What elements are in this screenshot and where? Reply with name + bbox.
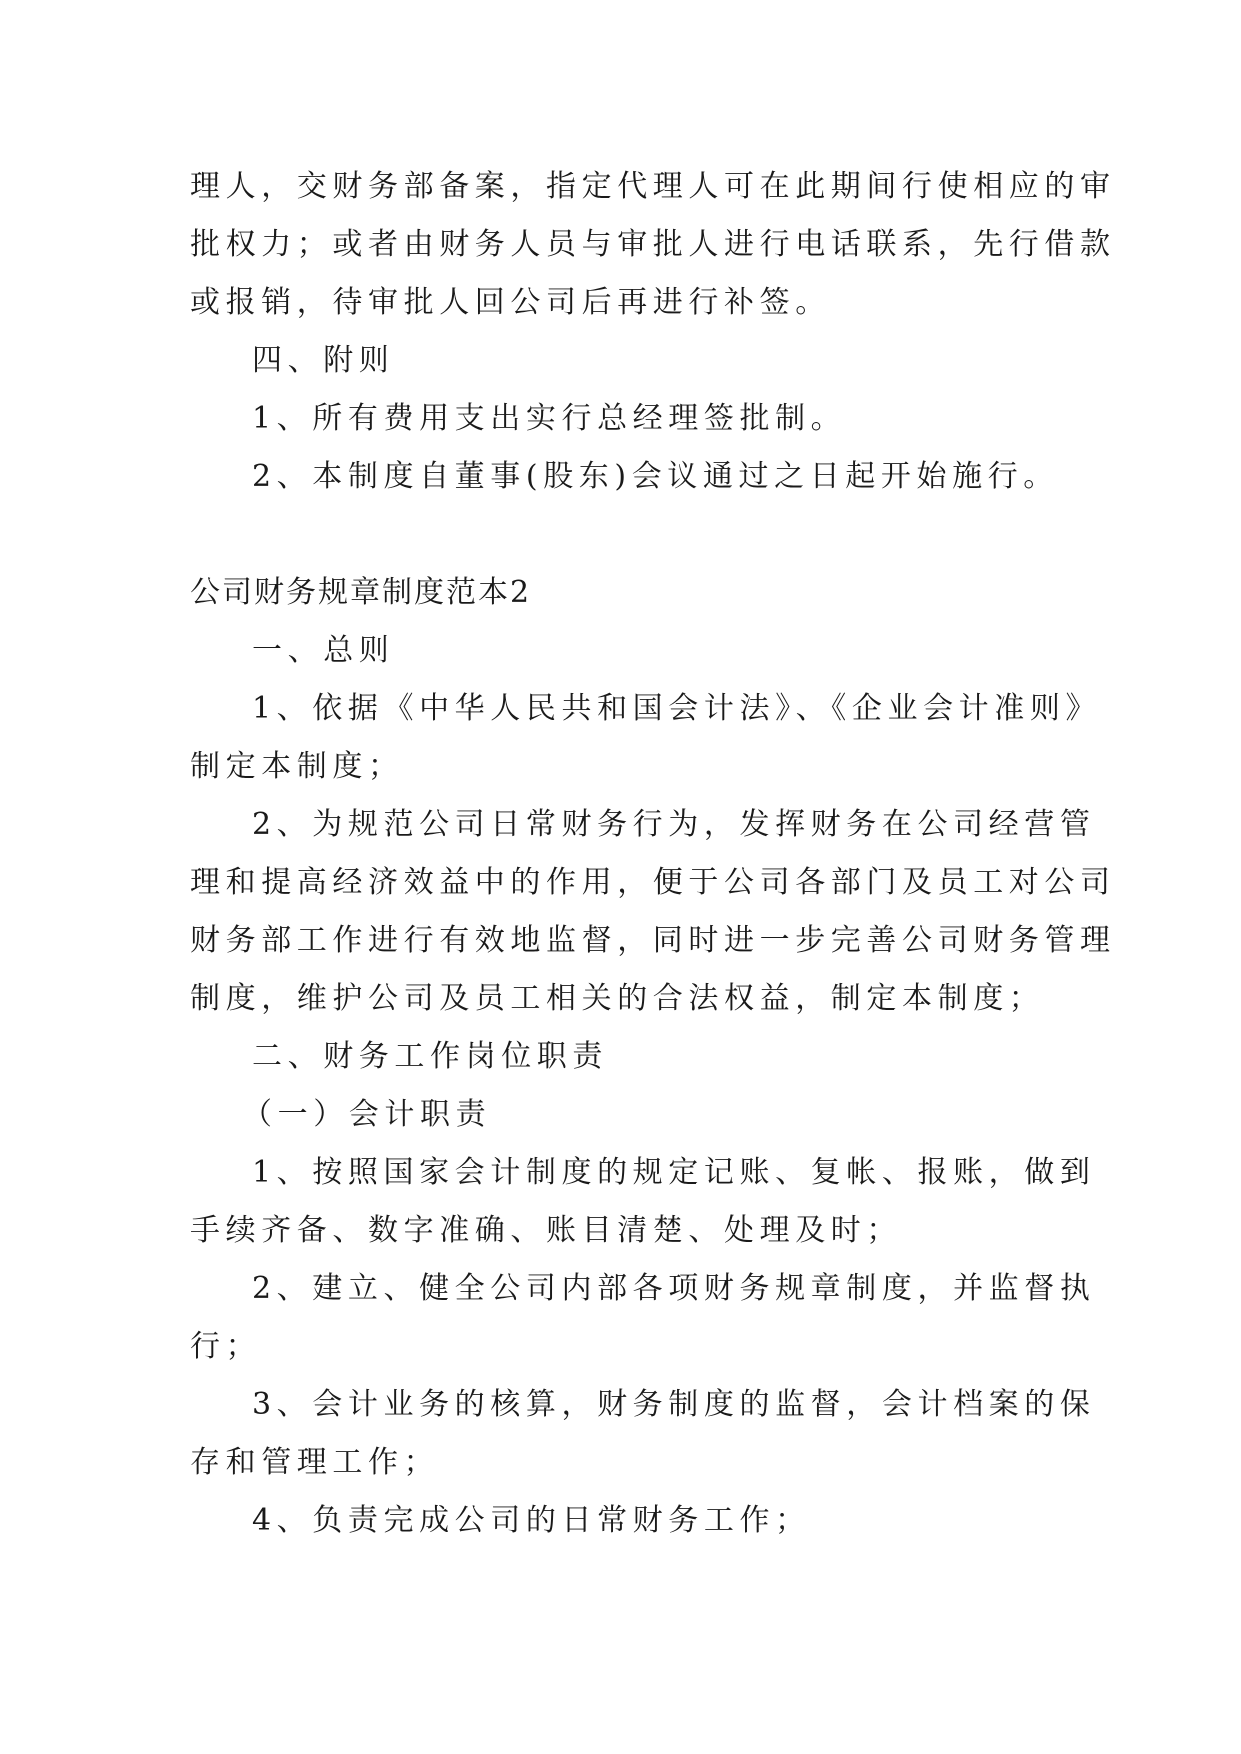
paragraph-line: 制度，维护公司及员工相关的合法权益，制定本制度； [190, 981, 1045, 1016]
paragraph-line: 3、会计业务的核算，财务制度的监督，会计档案的保 [252, 1387, 1096, 1422]
paragraph-line: 4、负责完成公司的日常财务工作； [252, 1503, 811, 1538]
section-heading: 二、财务工作岗位职责 [252, 1039, 608, 1074]
paragraph-line: 理人，交财务部备案，指定代理人可在此期间行使相应的审 [190, 169, 1116, 204]
paragraph-line: 2、建立、健全公司内部各项财务规章制度，并监督执 [252, 1271, 1096, 1306]
paragraph-line: 2、为规范公司日常财务行为，发挥财务在公司经营管 [252, 807, 1096, 842]
paragraph-line: 理和提高经济效益中的作用，便于公司各部门及员工对公司 [190, 865, 1116, 900]
paragraph-line: 1、所有费用支出实行总经理签批制。 [252, 401, 847, 436]
paragraph-line: 2、本制度自董事(股东)会议通过之日起开始施行。 [252, 459, 1059, 494]
paragraph-line: 批权力；或者由财务人员与审批人进行电话联系，先行借款 [190, 227, 1116, 262]
paragraph-line: 1、依据《中华人民共和国会计法》、《企业会计准则》 [252, 691, 1102, 726]
subsection-heading: （一）会计职责 [242, 1097, 492, 1132]
paragraph-line: 或报销，待审批人回公司后再进行补签。 [190, 285, 831, 320]
document-page [190, 158, 1116, 1550]
paragraph-line: 1、按照国家会计制度的规定记账、复帐、报账，做到 [252, 1155, 1096, 1190]
section-heading: 四、附则 [252, 343, 395, 378]
paragraph-line: 制定本制度； [190, 749, 404, 784]
paragraph-line: 财务部工作进行有效地监督，同时进一步完善公司财务管理 [190, 923, 1116, 958]
section-heading: 一、总则 [252, 633, 395, 668]
paragraph-line: 行； [190, 1329, 262, 1364]
paragraph-line: 手续齐备、数字准确、账目清楚、处理及时； [190, 1213, 902, 1248]
paragraph-line: 存和管理工作； [190, 1445, 440, 1480]
document-title: 公司财务规章制度范本2 [190, 575, 532, 610]
spacer [190, 506, 1060, 564]
